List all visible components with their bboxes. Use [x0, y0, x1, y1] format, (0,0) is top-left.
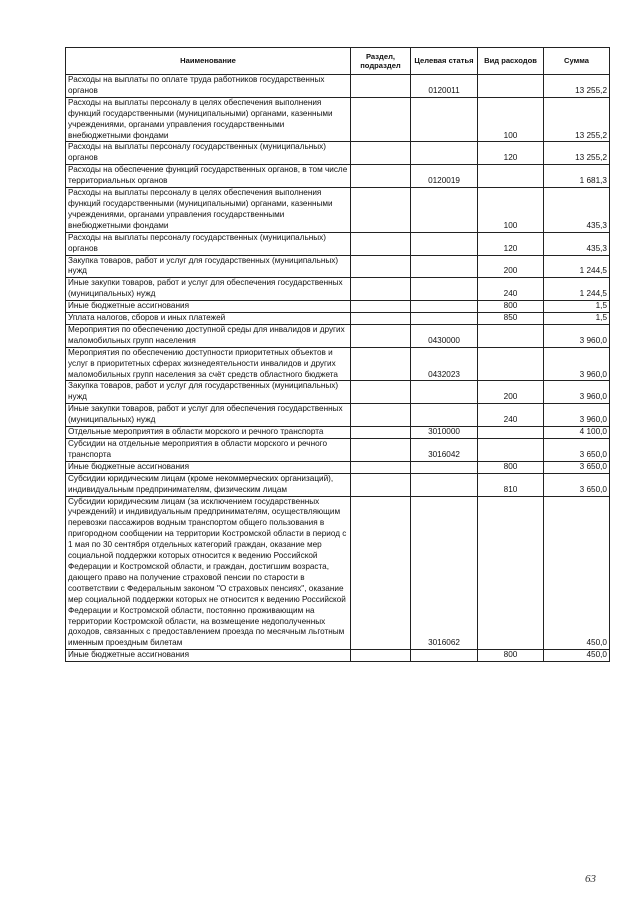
budget-table: [65, 47, 610, 662]
cell-target: [411, 473, 478, 496]
cell-sum: 3 650,0: [544, 461, 610, 473]
cell-sum: 435,3: [544, 188, 610, 233]
cell-target: [411, 255, 478, 278]
cell-target: [411, 313, 478, 325]
cell-sum: 13 255,2: [544, 142, 610, 165]
cell-sum: 3 960,0: [544, 381, 610, 404]
cell-name: Субсидии юридическим лицам (кроме некоммерческих организаций), индивидуальным предпринимателям, физическим лицам: [66, 473, 351, 496]
cell-sum: 3 650,0: [544, 439, 610, 462]
cell-section: [351, 650, 411, 662]
cell-section: [351, 404, 411, 427]
cell-name: Закупка товаров, работ и услуг для государственных (муниципальных) нужд: [66, 381, 351, 404]
cell-kind: [478, 75, 544, 98]
cell-section: [351, 347, 411, 381]
cell-kind: [478, 165, 544, 188]
cell-section: [351, 439, 411, 462]
cell-kind: 800: [478, 461, 544, 473]
cell-kind: 100: [478, 188, 544, 233]
table-row: [66, 324, 610, 347]
page-number-mark: 63: [585, 873, 596, 885]
cell-name: Расходы на выплаты персоналу в целях обеспечения выполнения функций государственными (муниципальными) органами, казенными учреждениями, органами управления государственными внебюджетными фондами: [66, 188, 351, 233]
cell-sum: 450,0: [544, 496, 610, 650]
cell-section: [351, 188, 411, 233]
cell-sum: 13 255,2: [544, 97, 610, 142]
table-row: [66, 255, 610, 278]
cell-section: [351, 165, 411, 188]
cell-name: Иные бюджетные ассигнования: [66, 301, 351, 313]
header-name: Наименование: [66, 48, 351, 75]
header-sum: Сумма: [544, 48, 610, 75]
cell-sum: 13 255,2: [544, 75, 610, 98]
cell-section: [351, 461, 411, 473]
cell-name: Субсидии на отдельные мероприятия в области морского и речного транспорта: [66, 439, 351, 462]
cell-target: 0120011: [411, 75, 478, 98]
header-row: [66, 48, 610, 75]
cell-section: [351, 324, 411, 347]
cell-section: [351, 142, 411, 165]
table-row: [66, 301, 610, 313]
cell-kind: 850: [478, 313, 544, 325]
cell-name: Расходы на выплаты по оплате труда работников государственных органов: [66, 75, 351, 98]
cell-name: Мероприятия по обеспечению доступной среды для инвалидов и других маломобильных групп населения: [66, 324, 351, 347]
cell-kind: [478, 496, 544, 650]
cell-section: [351, 313, 411, 325]
table-row: [66, 496, 610, 650]
cell-kind: [478, 347, 544, 381]
cell-name: Мероприятия по обеспечению доступности приоритетных объектов и услуг в приоритетных сферах жизнедеятельности инвалидов и других маломобильных групп населения за счёт средств областного бюджета: [66, 347, 351, 381]
cell-section: [351, 278, 411, 301]
table-row: [66, 232, 610, 255]
table-header: [66, 48, 610, 75]
cell-target: [411, 97, 478, 142]
cell-target: [411, 650, 478, 662]
table-row: [66, 439, 610, 462]
cell-target: 0120019: [411, 165, 478, 188]
table-row: [66, 347, 610, 381]
table-row: [66, 97, 610, 142]
cell-name: Уплата налогов, сборов и иных платежей: [66, 313, 351, 325]
table-row: [66, 381, 610, 404]
cell-sum: 450,0: [544, 650, 610, 662]
cell-sum: 1,5: [544, 313, 610, 325]
cell-name: Иные бюджетные ассигнования: [66, 461, 351, 473]
cell-section: [351, 75, 411, 98]
cell-kind: 120: [478, 232, 544, 255]
cell-kind: 800: [478, 650, 544, 662]
cell-target: [411, 461, 478, 473]
cell-kind: 200: [478, 381, 544, 404]
cell-target: [411, 142, 478, 165]
cell-name: Расходы на выплаты персоналу государственных (муниципальных) органов: [66, 142, 351, 165]
cell-kind: [478, 439, 544, 462]
cell-target: 3016062: [411, 496, 478, 650]
cell-section: [351, 255, 411, 278]
cell-sum: 3 960,0: [544, 324, 610, 347]
cell-sum: 4 100,0: [544, 427, 610, 439]
cell-target: 0430000: [411, 324, 478, 347]
header-kind: Вид расходов: [478, 48, 544, 75]
table-row: [66, 473, 610, 496]
cell-sum: 3 960,0: [544, 347, 610, 381]
cell-sum: 1 244,5: [544, 278, 610, 301]
table-row: [66, 461, 610, 473]
table-row: [66, 188, 610, 233]
cell-kind: 800: [478, 301, 544, 313]
cell-kind: 240: [478, 404, 544, 427]
cell-sum: 1,5: [544, 301, 610, 313]
cell-target: [411, 301, 478, 313]
cell-kind: 100: [478, 97, 544, 142]
cell-sum: 3 650,0: [544, 473, 610, 496]
cell-target: 3010000: [411, 427, 478, 439]
cell-kind: 810: [478, 473, 544, 496]
cell-kind: [478, 324, 544, 347]
cell-section: [351, 232, 411, 255]
cell-name: Расходы на обеспечение функций государственных органов, в том числе территориальных органов: [66, 165, 351, 188]
cell-kind: 200: [478, 255, 544, 278]
cell-name: Расходы на выплаты персоналу государственных (муниципальных) органов: [66, 232, 351, 255]
table-body: [66, 75, 610, 662]
cell-name: Субсидии юридическим лицам (за исключением государственных учреждений) и индивидуальным предпринимателям, осуществляющим перевозки пассажиров водным транспортом общего пользования в пригородном сообщении на территории Костромской области в период с 1 мая по 30 сентября отдельных категорий граждан, оказание мер социальной поддержки которых относится к ведению Российской Федерации и Костромской области, и граждан, достигшим возраста, дающего право на получение страховой пенсии по старости в соответствии с Федеральным законом "О страховых пенсиях", оказание мер социальной поддержки которых не относится к ведению Российской Федерации и Костромской области, постоянно проживающим на территории Костромской области, на возмещение недополученных доходов, связанных с предоставлением проезда по месячным льготным именным проездным билетам: [66, 496, 351, 650]
cell-name: Иные закупки товаров, работ и услуг для обеспечения государственных (муниципальных) нужд: [66, 404, 351, 427]
cell-target: 3016042: [411, 439, 478, 462]
table-row: [66, 142, 610, 165]
cell-target: [411, 404, 478, 427]
table-row: [66, 313, 610, 325]
cell-section: [351, 381, 411, 404]
cell-name: Расходы на выплаты персоналу в целях обеспечения выполнения функций государственными (муниципальными) органами, казенными учреждениями, органами управления государственными внебюджетными фондами: [66, 97, 351, 142]
cell-kind: [478, 427, 544, 439]
cell-section: [351, 427, 411, 439]
table-row: [66, 404, 610, 427]
cell-sum: 1 244,5: [544, 255, 610, 278]
cell-section: [351, 496, 411, 650]
cell-sum: 1 681,3: [544, 165, 610, 188]
cell-kind: 120: [478, 142, 544, 165]
table-row: [66, 650, 610, 662]
cell-target: [411, 278, 478, 301]
cell-sum: 3 960,0: [544, 404, 610, 427]
cell-section: [351, 97, 411, 142]
cell-name: Отдельные мероприятия в области морского и речного транспорта: [66, 427, 351, 439]
header-section: Раздел, подраздел: [351, 48, 411, 75]
cell-name: Закупка товаров, работ и услуг для государственных (муниципальных) нужд: [66, 255, 351, 278]
cell-sum: 435,3: [544, 232, 610, 255]
cell-target: [411, 188, 478, 233]
header-target: Целевая статья: [411, 48, 478, 75]
table-row: [66, 427, 610, 439]
cell-name: Иные бюджетные ассигнования: [66, 650, 351, 662]
cell-target: 0432023: [411, 347, 478, 381]
table-row: [66, 278, 610, 301]
table-row: [66, 165, 610, 188]
cell-section: [351, 473, 411, 496]
table-row: [66, 75, 610, 98]
cell-target: [411, 381, 478, 404]
cell-name: Иные закупки товаров, работ и услуг для обеспечения государственных (муниципальных) нужд: [66, 278, 351, 301]
cell-section: [351, 301, 411, 313]
cell-target: [411, 232, 478, 255]
cell-kind: 240: [478, 278, 544, 301]
